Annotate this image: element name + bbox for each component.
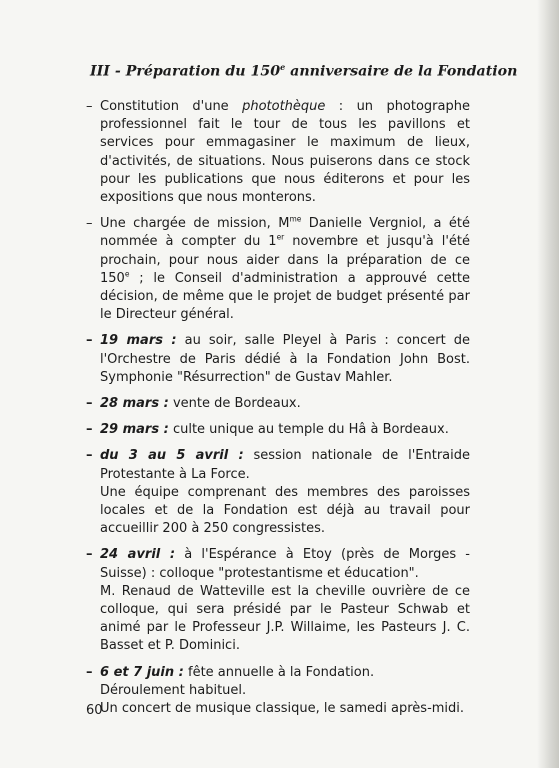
item-superscript: er — [276, 233, 285, 243]
item-text: session nationale de l'Entraide Protestante à La Force. — [100, 448, 471, 482]
page-number: 60 — [86, 703, 103, 718]
item-emphasis: photothèque — [242, 99, 326, 114]
item-dash: – — [86, 333, 93, 349]
item-dash: – — [86, 99, 93, 114]
list-item-29-mars — [86, 421, 470, 439]
item-dash: – — [86, 664, 93, 680]
list-item-19-mars — [86, 332, 470, 387]
item-text: à l'Espérance à Etoy (près de Morges - Suisse) : colloque "protestantisme et éducation". — [100, 547, 470, 581]
list-item-mission — [86, 215, 470, 324]
item-text: vente de Bordeaux. — [168, 396, 301, 412]
item-text: : un photographe professionnel fait le tour de tous les pavillons et services pour emmagasiner le maximum de lieux, d'activités, de situations. Nous puiserons dans ce stock pour les publications que nous éditerons et pour les expositions que nous monterons. — [100, 99, 470, 206]
item-dash: – — [86, 422, 93, 438]
heading-separator: - — [109, 63, 126, 80]
item-paragraph: Une équipe comprenant des membres des paroisses locales et de la Fondation est déjà au travail pour accueillir 200 à 250 congressistes. — [100, 484, 470, 537]
item-paragraph: M. Renaud de Watteville est la cheville ouvrière de ce colloque, qui sera présidé par le Pasteur Schwab et animé par le Professeur J.P. Willaime, les Pasteurs J. C. Basset et P. Dominici. — [100, 583, 470, 654]
item-text: Constitution d'une — [100, 99, 243, 114]
item-paragraph: Un concert de musique classique, le samedi après-midi. — [100, 701, 465, 717]
item-text: novembre et jusqu'à l'été prochain, pour nous aider dans la préparation de ce 150 — [100, 234, 471, 286]
list-item-24-avril — [86, 546, 470, 655]
item-superscript: me — [289, 214, 302, 224]
item-text: Danielle Vergniol, a été nommée à compter du 1 — [100, 216, 470, 250]
list-item-phototheque — [86, 98, 470, 207]
item-text: au soir, salle Pleyel à Paris : concert de l'Orchestre de Paris dédié à la Fondation John Bost. Symphonie "Résurrection" de Gustav Mahler. — [100, 333, 470, 385]
item-date: 29 mars : — [100, 422, 169, 438]
item-date: 6 et 7 juin : — [100, 664, 184, 680]
item-dash: – — [86, 396, 93, 412]
item-dash: – — [86, 547, 93, 563]
item-date: du 3 au 5 avril : — [100, 448, 244, 464]
item-date: 28 mars : — [100, 396, 169, 412]
section-heading — [90, 62, 517, 80]
item-paragraph: Déroulement habituel. — [100, 682, 247, 698]
page-edge-shadow — [537, 0, 559, 768]
item-text: culte unique au temple du Hâ à Bordeaux. — [168, 422, 449, 438]
item-date: 24 avril : — [100, 547, 176, 563]
heading-text-start: Préparation du 150 — [125, 63, 281, 80]
heading-roman-numeral: III — [90, 63, 110, 80]
list-item-3-5-avril — [86, 447, 470, 538]
list-item-28-mars — [86, 395, 470, 413]
heading-superscript: e — [280, 62, 286, 72]
item-superscript: e — [124, 269, 130, 279]
item-dash: – — [86, 216, 93, 232]
list-item-6-7-juin — [86, 664, 470, 719]
item-text: ; le Conseil d'administration a approuvé cette décision, de même que le projet de budget présenté par le Directeur général. — [100, 270, 470, 323]
item-text: Une chargée de mission, M — [100, 216, 290, 232]
item-text: fête annuelle à la Fondation. — [183, 664, 375, 680]
heading-text-end: anniversaire de la Fondation — [285, 63, 518, 80]
document-body — [86, 98, 470, 718]
item-date: 19 mars : — [100, 333, 177, 349]
item-dash: – — [86, 448, 93, 464]
